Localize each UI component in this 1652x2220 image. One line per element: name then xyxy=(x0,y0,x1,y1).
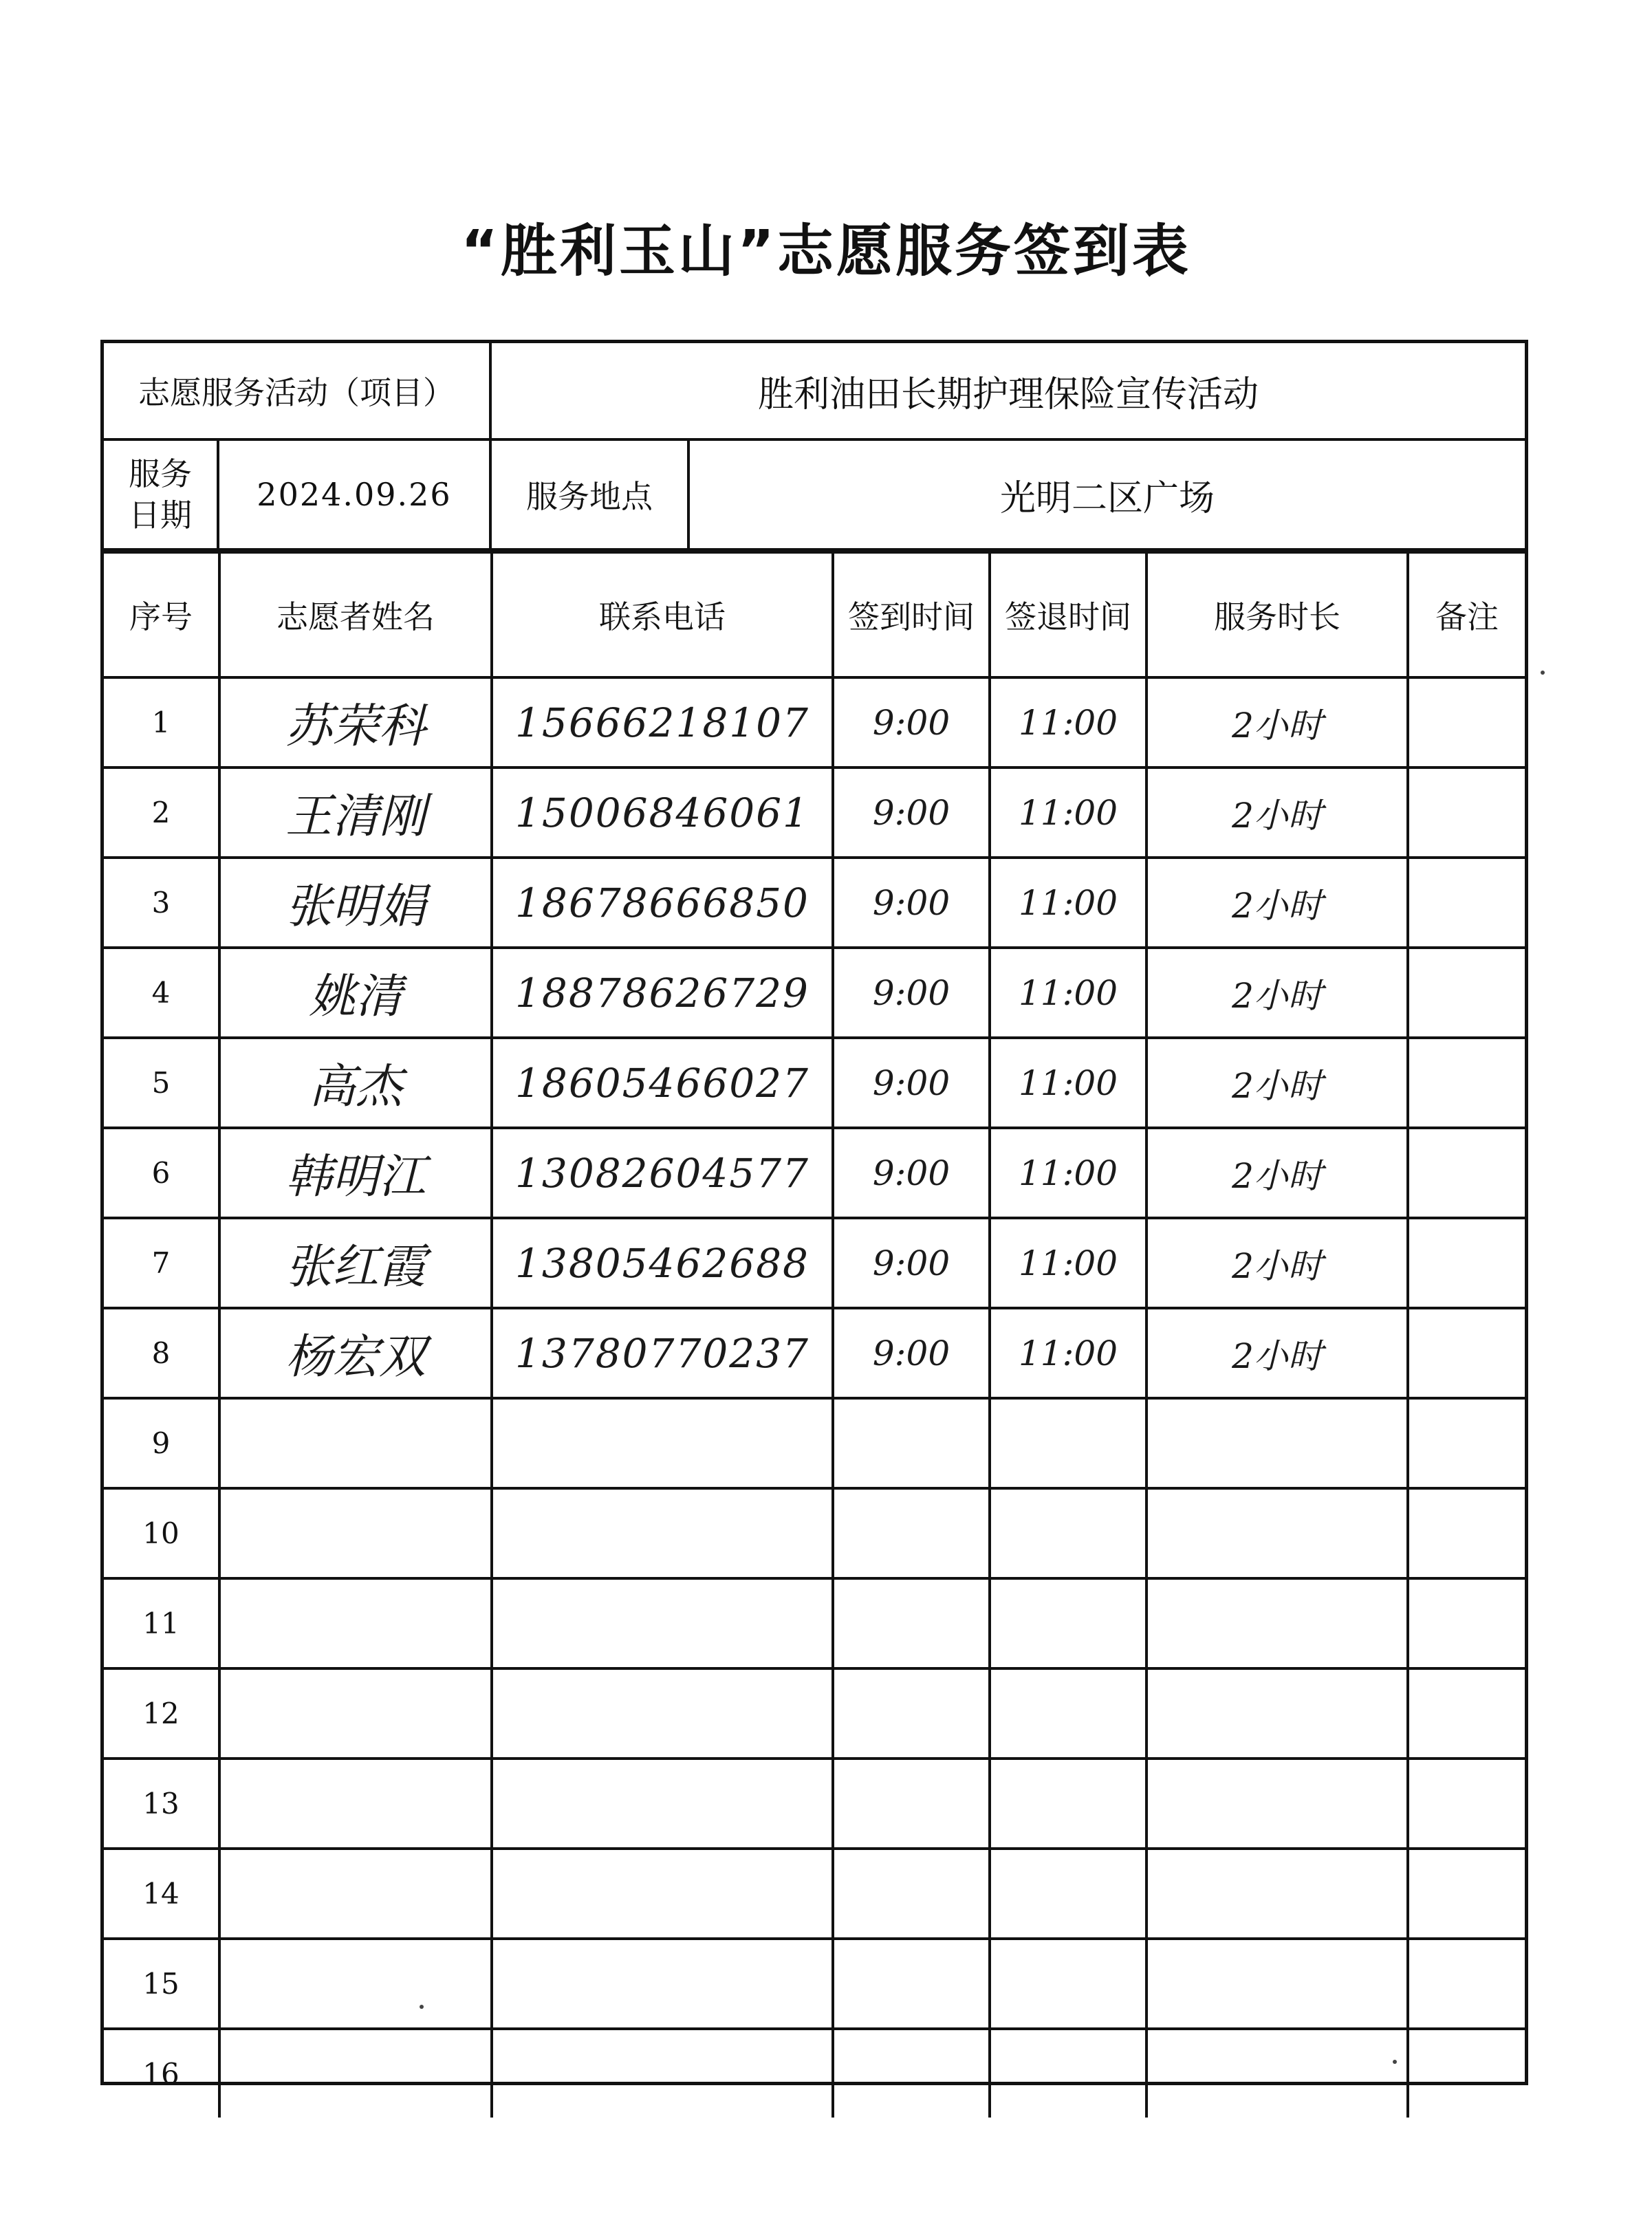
col-checkin-header: 签到时间 xyxy=(833,552,990,677)
volunteer-name xyxy=(219,1668,492,1759)
phone-number xyxy=(492,2029,833,2118)
remark xyxy=(1408,1398,1525,1488)
service-date-label-line1: 服务 xyxy=(129,455,192,492)
remark xyxy=(1408,1488,1525,1578)
remark xyxy=(1408,2029,1525,2118)
volunteer-name xyxy=(219,1488,492,1578)
check-out-time xyxy=(990,1398,1146,1488)
col-checkout-header: 签退时间 xyxy=(990,552,1146,677)
remark xyxy=(1408,1308,1525,1398)
check-in-time xyxy=(833,1398,990,1488)
check-in-time xyxy=(833,1759,990,1849)
remark xyxy=(1408,677,1525,768)
check-out-time: 11:00 xyxy=(990,677,1146,768)
remark xyxy=(1408,1759,1525,1849)
check-in-time: 9:00 xyxy=(833,1218,990,1308)
check-in-time: 9:00 xyxy=(833,1308,990,1398)
col-name-header: 志愿者姓名 xyxy=(219,552,492,677)
row-number: 16 xyxy=(104,2029,219,2118)
row-number: 9 xyxy=(104,1398,219,1488)
phone-number: 18678666850 xyxy=(492,858,833,948)
table-row xyxy=(104,948,1525,1038)
volunteer-name xyxy=(219,1849,492,1939)
check-in-time xyxy=(833,1849,990,1939)
table-row xyxy=(104,1218,1525,1308)
phone-number: 15006846061 xyxy=(492,768,833,858)
row-number: 1 xyxy=(104,677,219,768)
row-number: 11 xyxy=(104,1578,219,1668)
phone-number: 18878626729 xyxy=(492,948,833,1038)
row-number: 3 xyxy=(104,858,219,948)
service-duration: 2小时 xyxy=(1146,1128,1408,1218)
check-in-time: 9:00 xyxy=(833,1128,990,1218)
volunteer-name xyxy=(219,1578,492,1668)
check-in-time xyxy=(833,1668,990,1759)
col-note-header: 备注 xyxy=(1408,552,1525,677)
table-row xyxy=(104,1128,1525,1218)
row-number: 13 xyxy=(104,1759,219,1849)
col-index-header: 序号 xyxy=(104,552,219,677)
col-phone-header: 联系电话 xyxy=(492,552,833,677)
row-number: 14 xyxy=(104,1849,219,1939)
table-header-row xyxy=(104,552,1525,677)
phone-number xyxy=(492,1488,833,1578)
volunteer-name xyxy=(219,1939,492,2029)
service-duration: 2小时 xyxy=(1146,1038,1408,1128)
service-duration xyxy=(1146,1668,1408,1759)
phone-number xyxy=(492,1398,833,1488)
remark xyxy=(1408,858,1525,948)
remark xyxy=(1408,1128,1525,1218)
volunteer-name: 王清刚 xyxy=(219,768,492,858)
phone-number: 15666218107 xyxy=(492,677,833,768)
table-row xyxy=(104,858,1525,948)
table-row xyxy=(104,1849,1525,1939)
check-in-time xyxy=(833,2029,990,2118)
row-number: 2 xyxy=(104,768,219,858)
check-out-time: 11:00 xyxy=(990,1038,1146,1128)
volunteer-name: 苏荣科 xyxy=(219,677,492,768)
service-date-label xyxy=(104,441,219,548)
scan-speck xyxy=(420,2005,424,2009)
row-number: 12 xyxy=(104,1668,219,1759)
service-duration: 2小时 xyxy=(1146,768,1408,858)
table-row xyxy=(104,677,1525,768)
check-in-time xyxy=(833,1488,990,1578)
activity-row xyxy=(104,343,1525,441)
check-out-time xyxy=(990,1939,1146,2029)
check-in-time: 9:00 xyxy=(833,677,990,768)
table-row xyxy=(104,1578,1525,1668)
volunteer-name: 韩明江 xyxy=(219,1128,492,1218)
service-duration xyxy=(1146,1398,1408,1488)
service-duration: 2小时 xyxy=(1146,948,1408,1038)
row-number: 8 xyxy=(104,1308,219,1398)
service-place-label: 服务地点 xyxy=(492,441,690,548)
check-in-time: 9:00 xyxy=(833,948,990,1038)
check-in-time xyxy=(833,1578,990,1668)
check-out-time: 11:00 xyxy=(990,768,1146,858)
phone-number: 13780770237 xyxy=(492,1308,833,1398)
table-row xyxy=(104,1398,1525,1488)
remark xyxy=(1408,1038,1525,1128)
phone-number xyxy=(492,1759,833,1849)
remark xyxy=(1408,768,1525,858)
phone-number: 13082604577 xyxy=(492,1128,833,1218)
service-duration xyxy=(1146,1578,1408,1668)
service-duration xyxy=(1146,1488,1408,1578)
volunteer-name xyxy=(219,2029,492,2118)
table-row xyxy=(104,1038,1525,1128)
table-row xyxy=(104,768,1525,858)
check-out-time: 11:00 xyxy=(990,1218,1146,1308)
page-title: “胜利玉山”志愿服务签到表 xyxy=(461,219,1191,284)
check-out-time: 11:00 xyxy=(990,1128,1146,1218)
col-duration-header: 服务时长 xyxy=(1146,552,1408,677)
service-duration: 2小时 xyxy=(1146,1218,1408,1308)
row-number: 10 xyxy=(104,1488,219,1578)
table-row xyxy=(104,1488,1525,1578)
check-in-time xyxy=(833,1939,990,2029)
check-out-time xyxy=(990,1759,1146,1849)
remark xyxy=(1408,1849,1525,1939)
volunteer-name: 姚清 xyxy=(219,948,492,1038)
service-date-label-line2: 日期 xyxy=(129,497,192,534)
service-duration xyxy=(1146,1849,1408,1939)
check-out-time: 11:00 xyxy=(990,858,1146,948)
phone-number: 18605466027 xyxy=(492,1038,833,1128)
volunteer-table xyxy=(104,551,1525,2118)
activity-value: 胜利油田长期护理保险宣传活动 xyxy=(757,373,1259,415)
check-out-time xyxy=(990,1668,1146,1759)
check-out-time xyxy=(990,1488,1146,1578)
check-out-time xyxy=(990,1578,1146,1668)
service-duration xyxy=(1146,1939,1408,2029)
check-out-time xyxy=(990,2029,1146,2118)
service-duration: 2小时 xyxy=(1146,1308,1408,1398)
volunteer-name: 高杰 xyxy=(219,1038,492,1128)
phone-number xyxy=(492,1939,833,2029)
remark xyxy=(1408,1218,1525,1308)
scan-speck xyxy=(1541,671,1545,675)
service-duration xyxy=(1146,1759,1408,1849)
date-place-row xyxy=(104,441,1525,551)
check-in-time: 9:00 xyxy=(833,858,990,948)
row-number: 4 xyxy=(104,948,219,1038)
activity-label: 志愿服务活动（项目） xyxy=(104,343,492,438)
volunteer-name xyxy=(219,1398,492,1488)
phone-number: 13805462688 xyxy=(492,1218,833,1308)
service-duration xyxy=(1146,2029,1408,2118)
phone-number xyxy=(492,1849,833,1939)
remark xyxy=(1408,948,1525,1038)
table-row xyxy=(104,1759,1525,1849)
row-number: 15 xyxy=(104,1939,219,2029)
row-number: 5 xyxy=(104,1038,219,1128)
check-in-time: 9:00 xyxy=(833,1038,990,1128)
service-duration: 2小时 xyxy=(1146,677,1408,768)
table-row xyxy=(104,2029,1525,2118)
check-out-time: 11:00 xyxy=(990,948,1146,1038)
scan-speck xyxy=(1393,2060,1397,2064)
sign-in-sheet xyxy=(100,340,1528,2091)
check-out-time: 11:00 xyxy=(990,1308,1146,1398)
check-in-time: 9:00 xyxy=(833,768,990,858)
service-date-value: 2024.09.26 xyxy=(219,441,492,548)
volunteer-name: 张红霞 xyxy=(219,1218,492,1308)
service-place-value: 光明二区广场 xyxy=(999,477,1215,519)
volunteer-name: 杨宏双 xyxy=(219,1308,492,1398)
table-row xyxy=(104,1939,1525,2029)
phone-number xyxy=(492,1578,833,1668)
table-row xyxy=(104,1668,1525,1759)
volunteer-name xyxy=(219,1759,492,1849)
remark xyxy=(1408,1939,1525,2029)
remark xyxy=(1408,1668,1525,1759)
check-out-time xyxy=(990,1849,1146,1939)
row-number: 7 xyxy=(104,1218,219,1308)
row-number: 6 xyxy=(104,1128,219,1218)
volunteer-name: 张明娟 xyxy=(219,858,492,948)
table-row xyxy=(104,1308,1525,1398)
service-duration: 2小时 xyxy=(1146,858,1408,948)
phone-number xyxy=(492,1668,833,1759)
table-body xyxy=(104,677,1525,2118)
remark xyxy=(1408,1578,1525,1668)
